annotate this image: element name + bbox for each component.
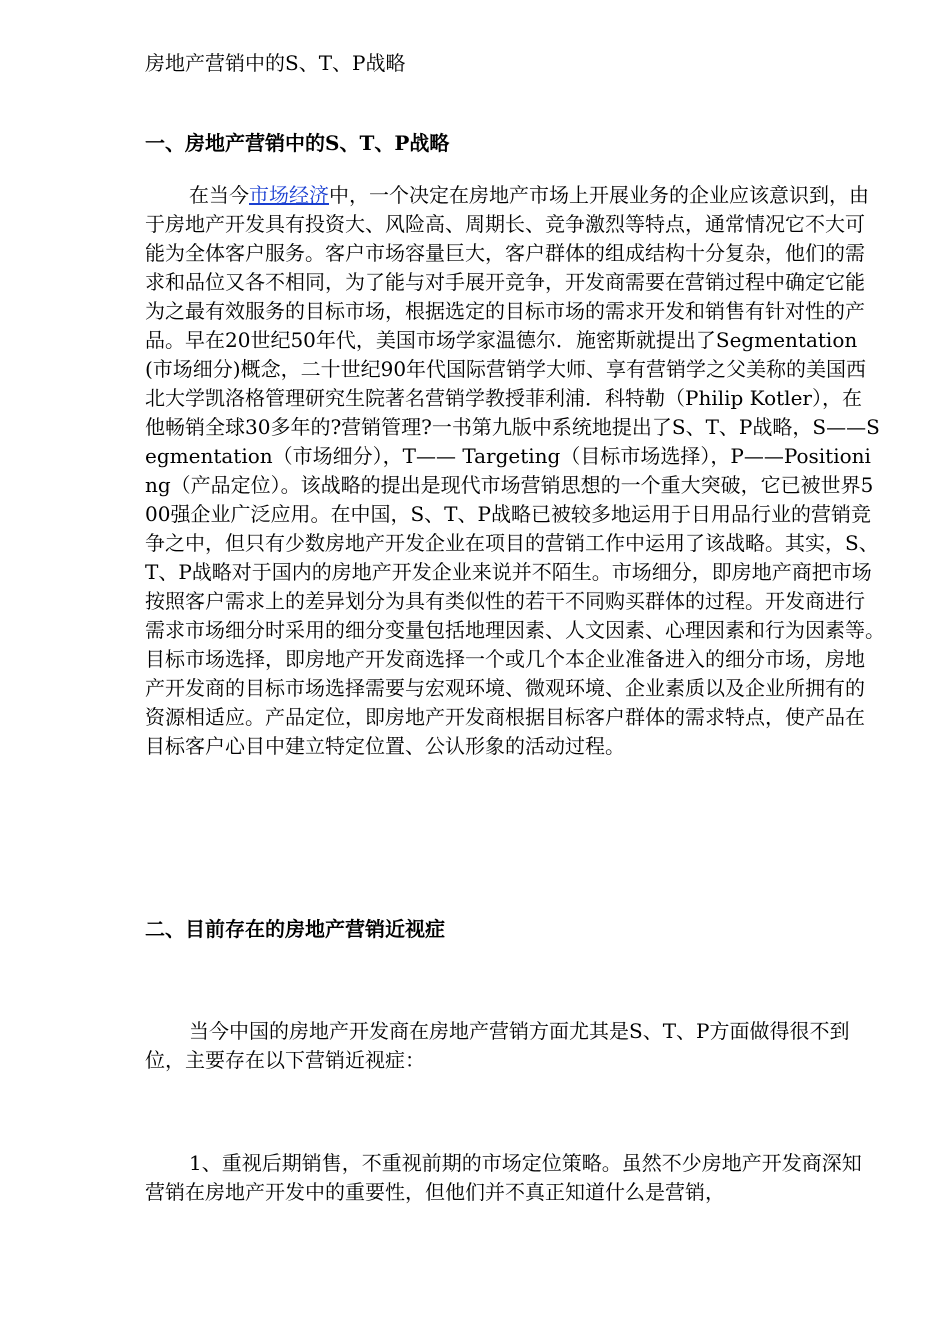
document-title: 房地产营销中的S、T、P战略 (145, 51, 406, 75)
paragraph-text-after-link: 中，一个决定在房地产市场上开展业务的企业应该意识到，由于房地产开发具有投资大、风险高、周期长、竞争激烈等特点，通常情况它不大可能为全体客户服务。客户市场容量巨大，客户群体的组成结构十分复杂，他们的需求和品位又各不相同，为了能与对手展开竞争，开发商需要在营销过程中确定它能为之最有效服务的目标市场，根据选定的目标市场的需求开发和销售有针对性的产品。早在20世纪50年代，美国市场学家温德尔．施密斯就提出了Segmentation(市场细分)概念，二十世纪90年代国际营销学大师、享有营销学之父美称的美国西北大学凯洛格管理研究生院著名营销学教授菲利浦．科特勒（Philip Kotler），在他畅销全球30多年的?营销管理?一书第九版中系统地提出了S、T、P战略，S——Segmentation（市场细分），T—— Targeting（目标市场选择），P——Positioning（产品定位）。该战略的提出是现代市场营销思想的一个重大突破，它已被世界500强企业广泛应用。在中国，S、T、P战略已被较多地运用于日用品行业的营销竞争之中，但只有少数房地产开发企业在项目的营销工作中运用了该战略。其实，S、T、P战略对于国内的房地产开发企业来说并不陌生。市场细分，即房地产商把市场按照客户需求上的差异划分为具有类似性的若干不同购买群体的过程。开发商进行需求市场细分时采用的细分变量包括地理因素、人文因素、心理因素和行为因素等。 目标市场选择，即房地产开发商选择一个或几个本企业准备进入的细分市场，房地产开发商的目标市场选择需要与宏观环境、微观环境、企业素质以及企业所拥有的资源相适应。产品定位，即房地产开发商根据目标客户群体的需求特点，使产品在目标客户心目中建立特定位置、公认形象的活动过程。 (145, 183, 915, 758)
section-heading-2: 二、目前存在的房地产营销近视症 (145, 917, 445, 941)
section-heading-1: 一、房地产营销中的S、T、P战略 (145, 131, 450, 155)
section-1-paragraph (145, 181, 915, 761)
section-2-paragraph-1: 当今中国的房地产开发商在房地产营销方面尤其是S、T、P方面做得很不到位，主要存在以下营销近视症： (145, 1019, 850, 1072)
section-2-paragraph-2: 1、重视后期销售，不重视前期的市场定位策略。虽然不少房地产开发商深知营销在房地产开发中的重要性，但他们并不真正知道什么是营销， (145, 1151, 862, 1204)
paragraph-text-before-link: 在当今 (189, 183, 249, 207)
market-economy-link[interactable]: 市场经济 (249, 183, 329, 207)
